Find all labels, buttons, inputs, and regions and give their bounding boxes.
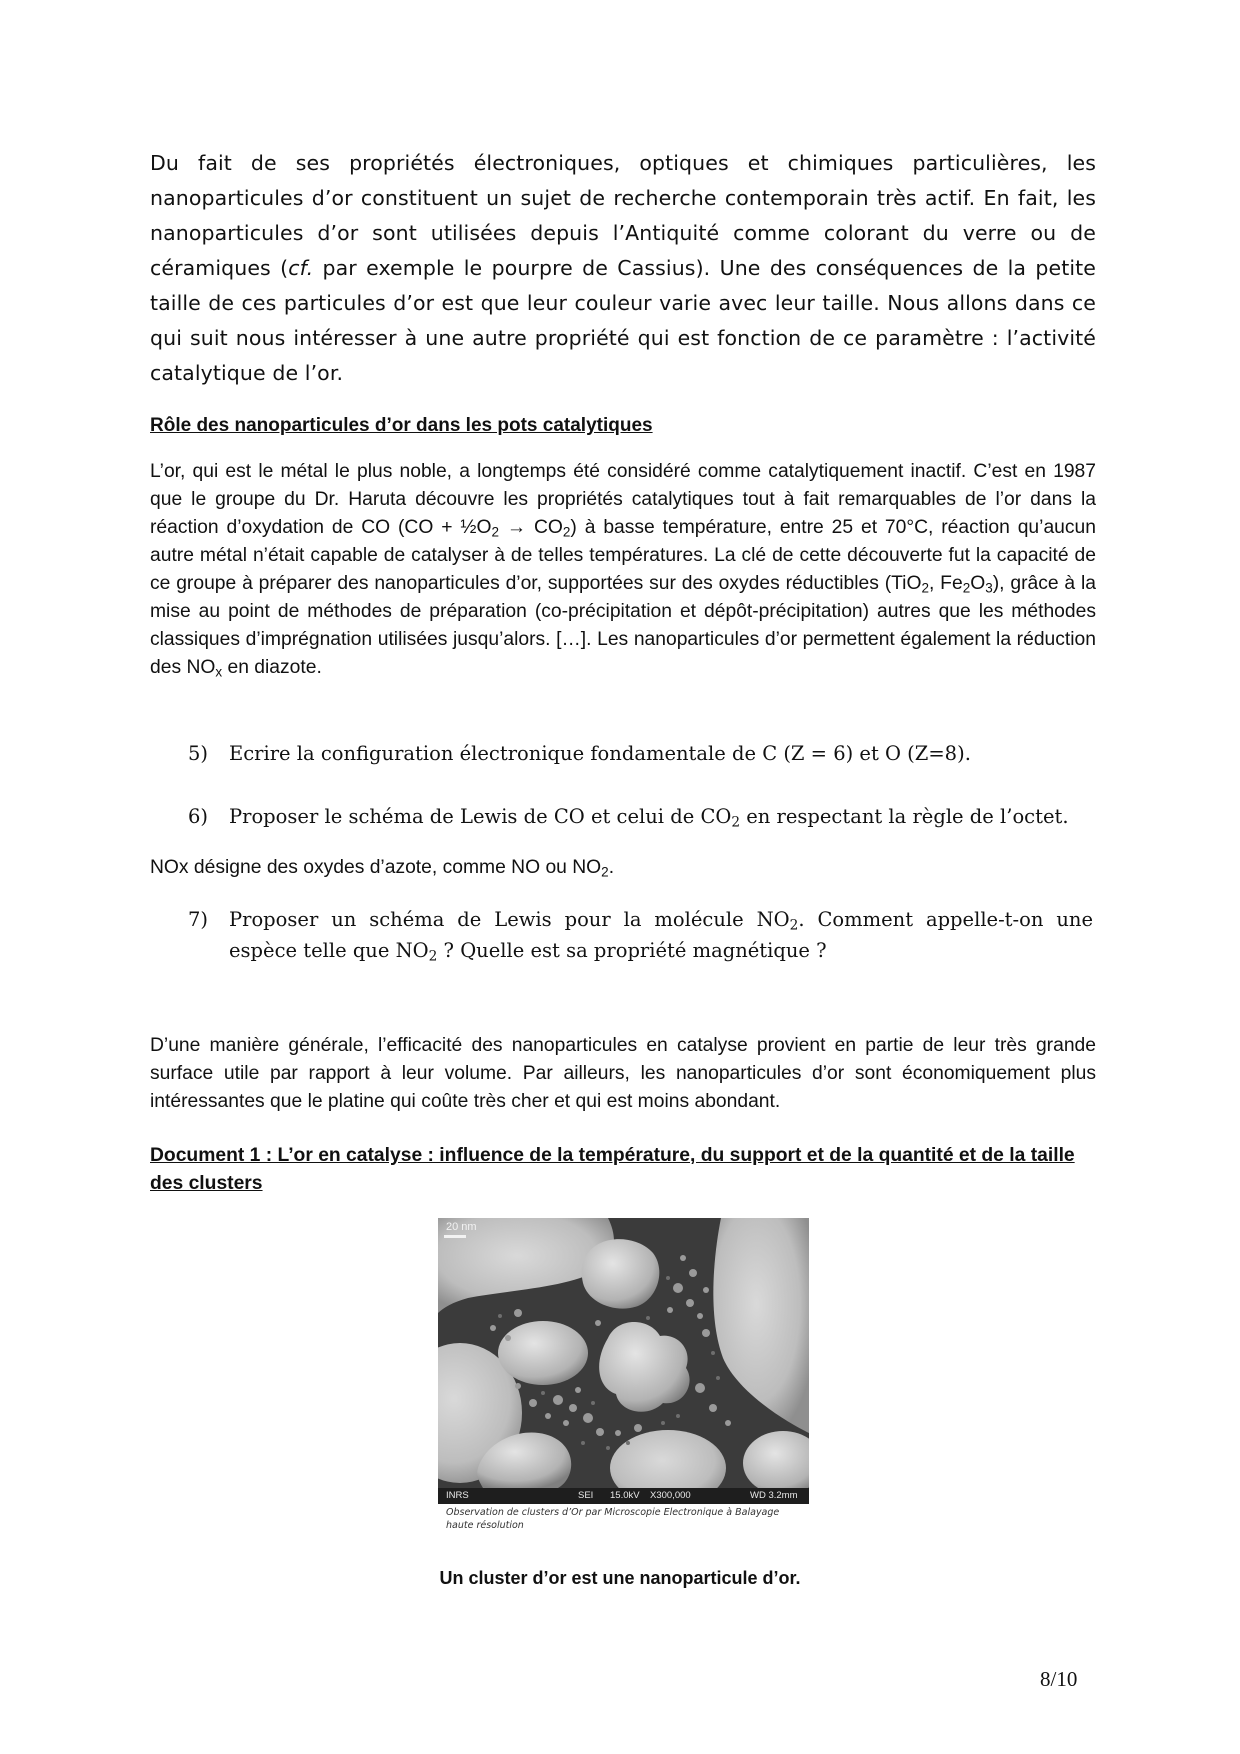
info-kv: 15.0kV — [610, 1490, 640, 1501]
role-sub: 3 — [985, 580, 993, 596]
nox-note — [150, 857, 614, 879]
question-sub: 2 — [731, 814, 741, 831]
nox-text-end: . — [608, 857, 615, 878]
scale-label: 20 nm — [446, 1221, 477, 1233]
nox-text: NOx désigne des oxydes d’azote, comme NO ou NO — [150, 857, 602, 878]
role-text-c: ) à basse température, entre 25 et 70°C, réaction qu’aucun autre métal n’était capable de catalyser à de telles températures. La clé de cette découverte fut la capacité de ce groupe à préparer des nanoparticules d’or, supportées sur des oxydes réductibles (TiO — [150, 517, 1096, 594]
document-title: Document 1 : L’or en catalyse : influence de la température, du support et de la quantité et de la taille des clusters — [150, 1145, 1075, 1194]
role-text-e: O — [970, 573, 986, 594]
question-number: 6) — [188, 805, 209, 828]
role-sub: 2 — [921, 580, 929, 596]
question-text: Ecrire la configuration électronique fondamentale de C (Z = 6) et O (Z=8). — [229, 742, 971, 765]
intro-paragraph — [150, 146, 1096, 391]
role-paragraph — [150, 458, 1096, 682]
sem-figure — [438, 1218, 809, 1538]
role-sub: 2 — [962, 580, 971, 596]
question-text-c: ? Quelle est sa propriété magnétique ? — [437, 939, 827, 962]
role-sub: 2 — [491, 524, 499, 540]
intro-italic-cf: cf. — [288, 256, 314, 280]
nox-sub: 2 — [601, 864, 609, 880]
intro-text-2: par exemple le pourpre de Cassius). Une des conséquences de la petite taille de ces particules d’or est que leur couleur varie avec leur taille. Nous allons dans ce qui suit nous intéresser à une autre propriété qui est fonction de ce paramètre : l’activité catalytique de l’or. — [150, 256, 1096, 385]
info-mag: X300,000 — [650, 1490, 691, 1501]
question-7 — [188, 904, 1093, 968]
info-mode: SEI — [578, 1490, 594, 1501]
page-number: 8/10 — [1040, 1667, 1078, 1691]
question-5 — [188, 738, 1093, 770]
general-paragraph: D’une manière générale, l’efficacité des nanoparticules en catalyse provient en partie de leur très grande surface utile par rapport à leur volume. Par ailleurs, les nanoparticules d’or sont économiquement plus intéressantes que le platine qui coûte très cher et qui est moins abondant. — [150, 1035, 1096, 1112]
info-wd: WD 3.2mm — [750, 1490, 798, 1501]
question-sub: 2 — [789, 917, 799, 934]
micrograph-caption: Observation de clusters d’Or par Microscopie Electronique à Balayage haute résolution — [446, 1507, 780, 1531]
sem-micrograph — [438, 1218, 809, 1504]
question-text — [229, 801, 1093, 832]
micrograph-drawing — [438, 1218, 809, 1504]
question-text-a: Proposer un schéma de Lewis pour la molécule NO — [229, 908, 790, 931]
sem-info-bar — [438, 1488, 809, 1504]
intro-text-1: Du fait de ses propriétés électroniques, optiques et chimiques particulières, les nanoparticules d’or constituent un sujet de recherche contemporain très actif. En fait, les nanoparticules d’or sont utilisées depuis l’Antiquité comme colorant du verre ou de céramiques ( — [150, 151, 1096, 280]
role-text-b: → CO — [498, 517, 563, 538]
question-text — [229, 904, 1093, 966]
question-number: 5) — [188, 742, 209, 765]
scale-bar — [444, 1235, 466, 1238]
question-number: 7) — [188, 908, 209, 931]
info-lab: INRS — [446, 1490, 469, 1501]
role-text-d: , Fe — [928, 573, 963, 594]
question-sub: 2 — [428, 948, 438, 965]
question-text-a: Proposer le schéma de Lewis de CO et celui de CO — [229, 805, 732, 828]
role-sub: x — [215, 664, 223, 680]
question-6 — [188, 801, 1093, 833]
role-text-a: L’or, qui est le métal le plus noble, a longtemps été considéré comme catalytiquement inactif. C’est en 1987 que le groupe du Dr. Haruta découvre les propriétés catalytiques tout à fait remarquables de l’or dans la réaction d’oxydation de CO (CO + ½O — [150, 461, 1096, 538]
question-text-b: en respectant la règle de l’octet. — [740, 805, 1069, 828]
role-sub: 2 — [562, 524, 571, 540]
section-heading: Rôle des nanoparticules d’or dans les pots catalytiques — [150, 415, 653, 436]
role-text-g: en diazote. — [222, 657, 322, 678]
role-text-f: ), grâce à la mise au point de méthodes de préparation (co-précipitation et dépôt-précipitation) autres que les méthodes classiques d’imprégnation utilisées jusqu’alors. […]. Les nanoparticules d’or permettent également la réduction des NO — [150, 573, 1097, 678]
cluster-caption: Un cluster d’or est une nanoparticule d’or. — [439, 1568, 801, 1588]
question-text-b: . Comment appelle-t-on une espèce telle que NO — [229, 908, 1093, 962]
